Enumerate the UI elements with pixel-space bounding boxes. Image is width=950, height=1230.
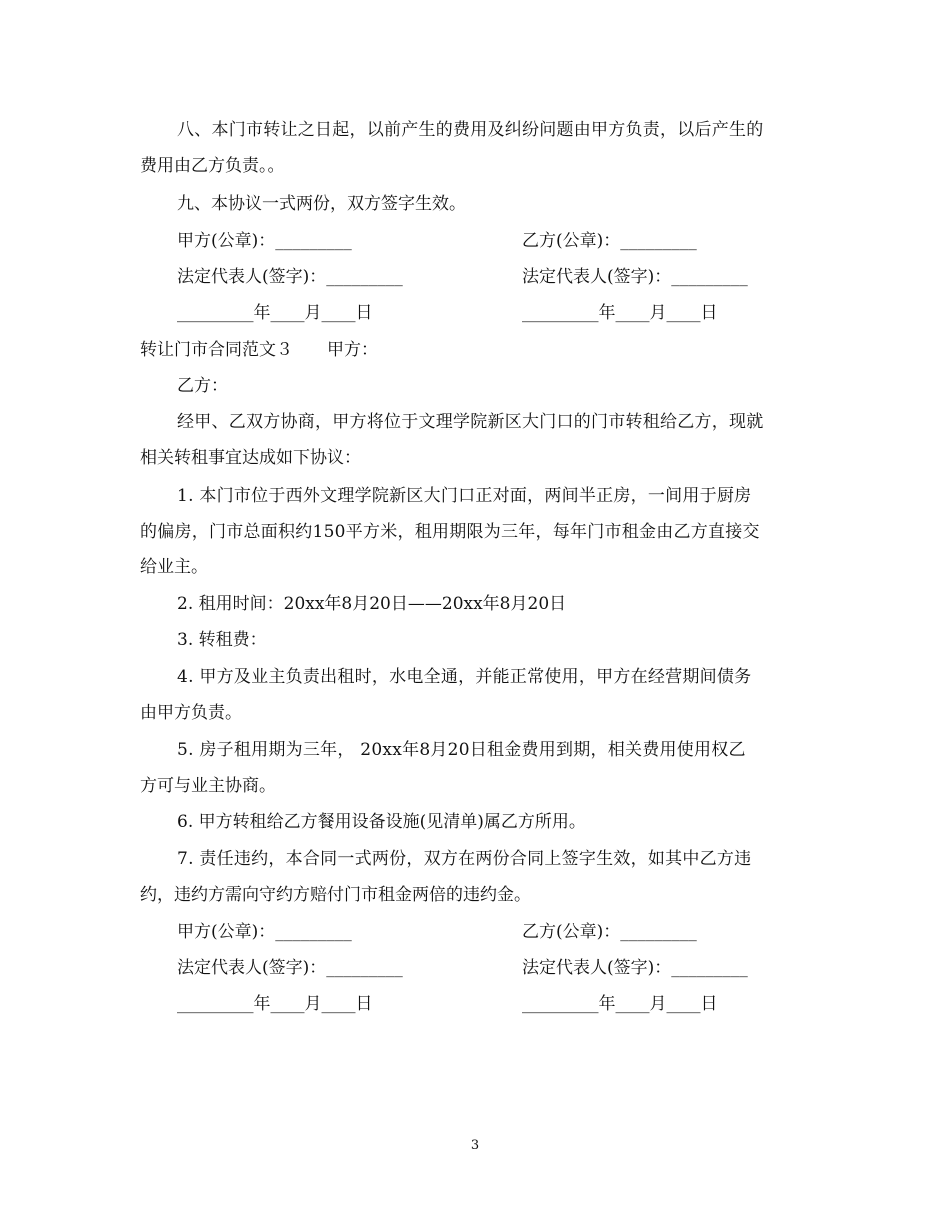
- clause-5-line-2: 方可与业主协商。: [140, 776, 276, 796]
- clause-1-line-3: 给业主。: [140, 557, 208, 577]
- clause-5-line-1: 5. 房子租用期为三年， 20xx年8月20日租金费用到期，相关费用使用权乙: [177, 740, 746, 760]
- sig1-party-b-seal: 乙方(公章)：_________: [522, 231, 697, 251]
- sig1-party-b-date: _________年____月____日: [522, 303, 718, 323]
- sig1-party-a-seal: 甲方(公章)：_________: [177, 231, 352, 251]
- clause-1-line-2: 的偏房，门市总面积约150平方米，租用期限为三年，每年门市租金由乙方直接交: [140, 522, 760, 542]
- intro-line-2: 相关转租事宜达成如下协议：: [140, 448, 361, 468]
- sig1-party-a-representative: 法定代表人(签字)：_________: [177, 267, 403, 287]
- clause-1-line-1: 1. 本门市位于西外文理学院新区大门口正对面，两间半正房，一间用于厨房: [177, 486, 752, 506]
- contract-heading: 转让门市合同范文３ 甲方：: [140, 340, 378, 360]
- page-number: 3: [470, 1138, 480, 1153]
- sig2-party-b-seal: 乙方(公章)：_________: [522, 922, 697, 942]
- sig2-party-a-seal: 甲方(公章)：_________: [177, 922, 352, 942]
- intro-line-1: 经甲、乙双方协商，甲方将位于文理学院新区大门口的门市转租给乙方，现就: [177, 412, 764, 432]
- clause-7-line-1: 7. 责任违约，本合同一式两份，双方在两份合同上签字生效，如其中乙方违: [177, 849, 752, 869]
- sig1-party-a-date: _________年____月____日: [177, 303, 373, 323]
- sig2-party-b-representative: 法定代表人(签字)：_________: [522, 958, 748, 978]
- clause-2: 2. 租用时间：20xx年8月20日——20xx年8月20日: [177, 594, 567, 614]
- clause-4-line-2: 由甲方负责。: [140, 703, 242, 723]
- clause-7-line-2: 约，违约方需向守约方赔付门市租金两倍的违约金。: [140, 885, 531, 905]
- clause-8-line-1: 八、本门市转让之日起，以前产生的费用及纠纷问题由甲方负责，以后产生的: [177, 120, 764, 140]
- clause-3: 3. 转租费：: [177, 630, 267, 650]
- party-b-label: 乙方：: [177, 376, 228, 396]
- sig2-party-a-date: _________年____月____日: [177, 994, 373, 1014]
- clause-9: 九、本协议一式两份，双方签字生效。: [177, 194, 466, 214]
- sig2-party-b-date: _________年____月____日: [522, 994, 718, 1014]
- clause-6: 6. 甲方转租给乙方餐用设备设施(见清单)属乙方所用。: [177, 812, 586, 832]
- sig2-party-a-representative: 法定代表人(签字)：_________: [177, 958, 403, 978]
- clause-8-line-2: 费用由乙方负责。。: [140, 156, 285, 176]
- clause-4-line-1: 4. 甲方及业主负责出租时，水电全通，并能正常使用，甲方在经营期间债务: [177, 667, 752, 687]
- sig1-party-b-representative: 法定代表人(签字)：_________: [522, 267, 748, 287]
